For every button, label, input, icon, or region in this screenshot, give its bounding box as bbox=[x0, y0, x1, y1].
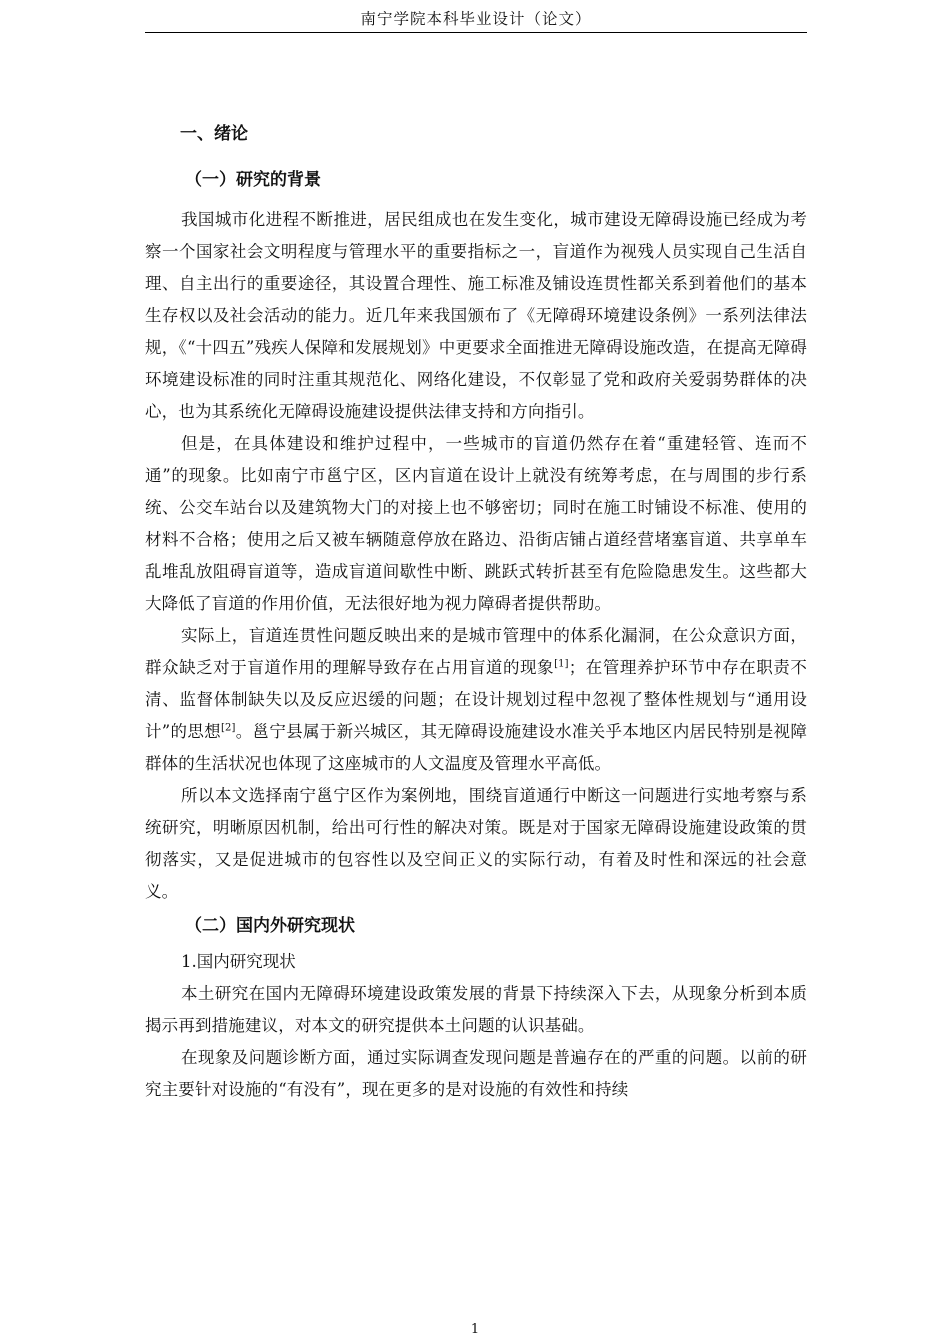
paragraph-6: 在现象及问题诊断方面，通过实际调查发现问题是普遍存在的严重的问题。以前的研究主要针对设施的“有没有”，现在更多的是对设施的有效性和持续 bbox=[145, 1048, 807, 1099]
page-header bbox=[145, 8, 807, 33]
paragraph-1: 我国城市化进程不断推进，居民组成也在发生变化，城市建设无障碍设施已经成为考察一个国家社会文明程度与管理水平的重要指标之一，盲道作为视残人员实现自己生活自理、自主出行的重要途径，其设置合理性、施工标准及铺设连贯性都关系到着他们的基本生存权以及社会活动的能力。近几年来我国颁布了《无障碍环境建设条例》一系列法律法规，《“十四五”残疾人保障和发展规划》中更要求全面推进无障碍设施改造，在提高无障碍环境建设标准的同时注重其规范化、网络化建设，不仅彰显了党和政府关爱弱势群体的决心，也为其系统化无障碍设施建设提供法律支持和方向指引。 bbox=[145, 210, 807, 421]
paragraph-2: 但是，在具体建设和维护过程中，一些城市的盲道仍然存在着“重建轻管、连而不通”的现象。比如南宁市邕宁区，区内盲道在设计上就没有统筹考虑，在与周围的步行系统、公交车站台以及建筑物大门的对接上也不够密切；同时在施工时铺设不标准、使用的材料不合格；使用之后又被车辆随意停放在路边、沿街店铺占道经营堵塞盲道、共享单车乱堆乱放阻碍盲道等，造成盲道间歇性中断、跳跃式转折甚至有危险隐患发生。这些都大大降低了盲道的作用价值，无法很好地为视力障碍者提供帮助。 bbox=[145, 434, 807, 613]
section-title-research-status: （二）国内外研究现状 bbox=[185, 916, 355, 936]
paragraph-3 bbox=[145, 620, 807, 780]
section-title-background: （一）研究的背景 bbox=[185, 170, 321, 190]
citation-1: [1] bbox=[554, 658, 569, 670]
subsection-title-domestic: 1.国内研究现状 bbox=[181, 952, 296, 971]
header-title: 南宁学院本科毕业设计（论文） bbox=[360, 10, 592, 28]
paragraph-3-part-c: 。邕宁县属于新兴城区，其无障碍设施建设水准关乎本地区内居民特别是视障群体的生活状况也体现了这座城市的人文温度及管理水平高低。 bbox=[145, 722, 807, 773]
page-body bbox=[145, 118, 807, 1106]
chapter-title: 一、绪论 bbox=[180, 124, 248, 144]
paragraph-4: 所以本文选择南宁邕宁区作为案例地，围绕盲道通行中断这一问题进行实地考察与系统研究，明晰原因机制，给出可行性的解决对策。既是对于国家无障碍设施建设政策的贯彻落实，又是促进城市的包容性以及空间正义的实际行动，有着及时性和深远的社会意义。 bbox=[145, 786, 807, 901]
citation-2: [2] bbox=[220, 722, 236, 734]
paragraph-3-part-b: ；在管理养护环节中存在职责不清、监督体制缺失以及反应迟缓的问题；在设计规划过程中忽视了整体性规划与“通用设计”的思想 bbox=[145, 658, 807, 741]
paragraph-3-part-a: 实际上，盲道连贯性问题反映出来的是城市管理中的体系化漏洞，在公众意识方面，群众缺乏对于盲道作用的理解导致存在占用盲道的现象 bbox=[145, 626, 807, 677]
paragraph-5: 本土研究在国内无障碍环境建设政策发展的背景下持续深入下去，从现象分析到本质揭示再到措施建议，对本文的研究提供本土问题的认识基础。 bbox=[145, 984, 807, 1035]
page-number: 1 bbox=[470, 1322, 480, 1337]
